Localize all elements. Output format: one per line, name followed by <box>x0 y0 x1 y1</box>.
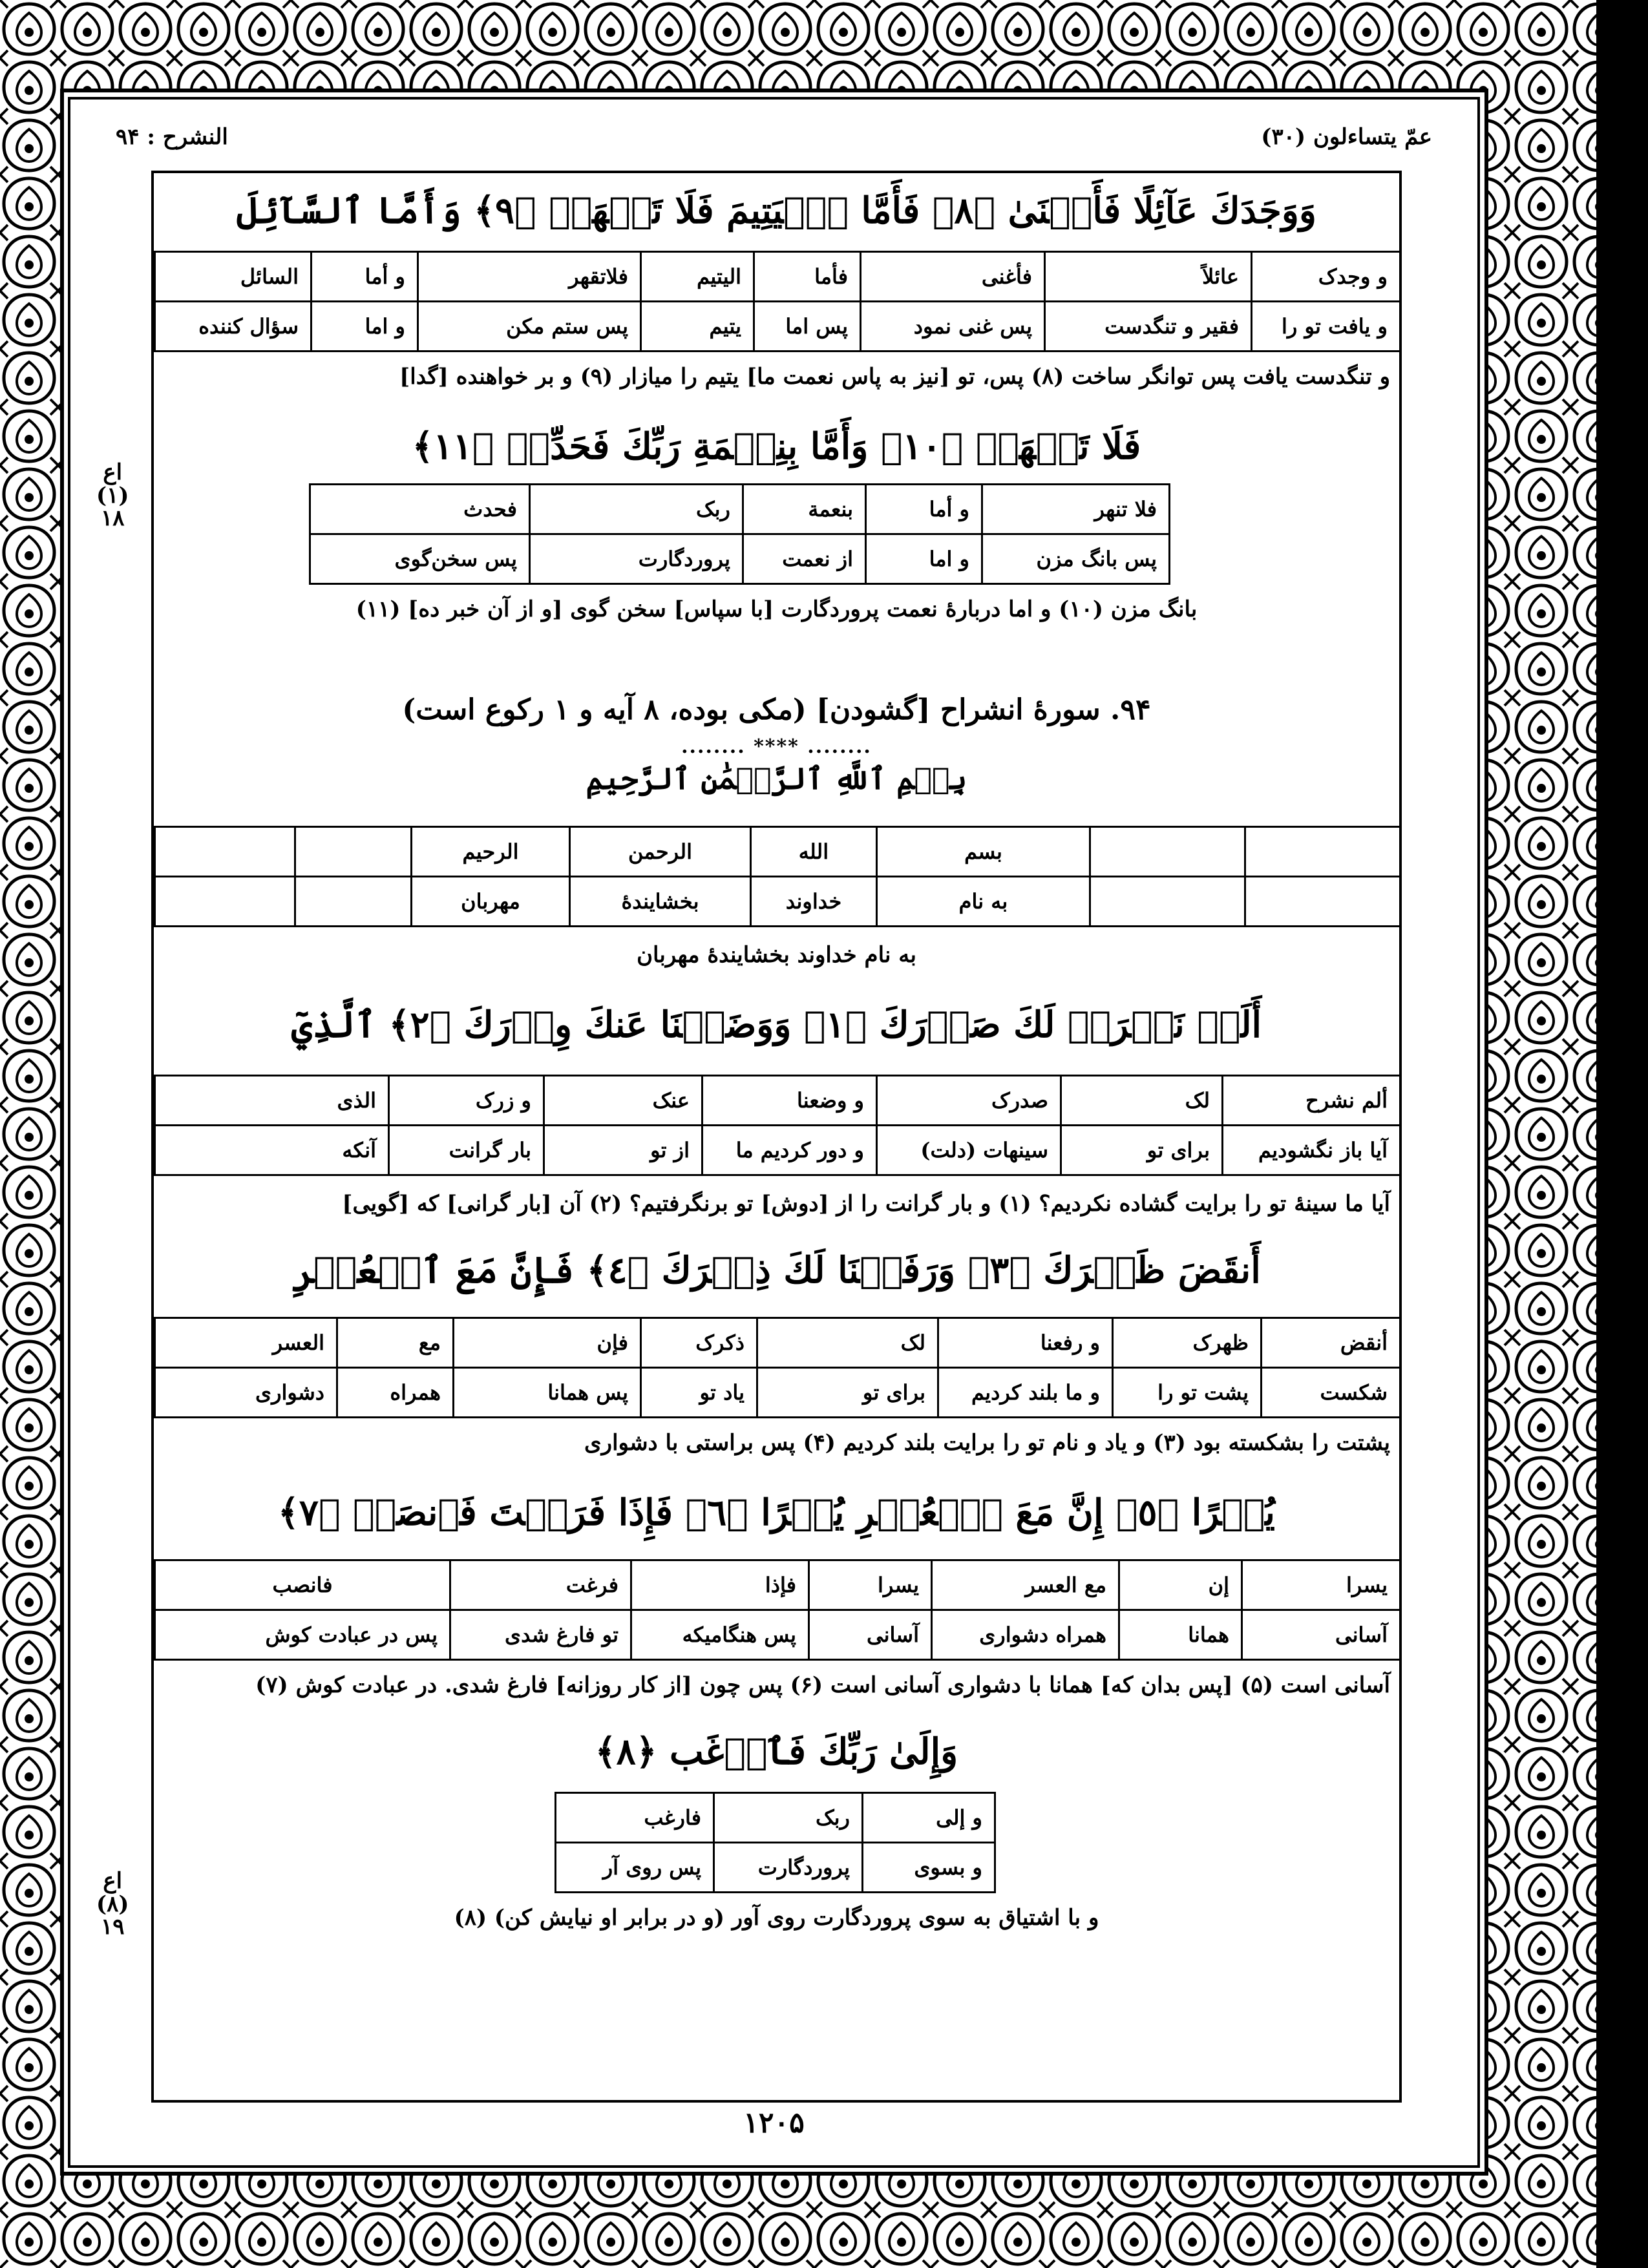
table-cell: العسر <box>155 1318 337 1368</box>
table-cell: از نعمت <box>743 534 866 584</box>
table-cell: فإن <box>454 1318 641 1368</box>
table-row <box>155 1076 1400 1126</box>
table-cell: و یافت تو را <box>1252 302 1400 352</box>
table-cell: برای تو <box>757 1368 938 1418</box>
table-row <box>155 1126 1400 1175</box>
table-cell: به نام <box>877 877 1090 927</box>
table-cell: بار گرانت <box>389 1126 544 1175</box>
ruku-mark-count: ۱۸ <box>100 505 125 532</box>
word-table <box>154 1317 1401 1418</box>
table-cell: پس هنگامیکه <box>631 1610 809 1660</box>
ayah-line: وَإِلَىٰ رَبِّكَ فَٱرۡغَب ﴿٨﴾ <box>595 1730 958 1773</box>
table-row <box>155 1560 1400 1610</box>
table-cell: خداوند <box>751 877 877 927</box>
table-cell: و رفعنا <box>938 1318 1113 1368</box>
table-cell: فانصب <box>155 1560 450 1610</box>
sura-header: النشرح : ۹۴ <box>116 124 228 150</box>
table-cell: الرحمن <box>570 827 751 877</box>
sura-title: ۹۴. سورهٔ انشراح [گشودن] (مکی بوده، ۸ آیه و ۱ رکوع است) <box>402 693 1151 726</box>
content-box <box>151 171 1402 2103</box>
table-row <box>155 302 1400 352</box>
table-cell: فقیر و تنگدست <box>1045 302 1252 352</box>
table-cell: ربک <box>714 1793 863 1843</box>
table-row <box>310 485 1170 534</box>
page-panel <box>68 97 1480 2168</box>
table-cell: الرحیم <box>412 827 570 877</box>
ayah-line: وَوَجَدَكَ عَآئِلًا فَأَغۡنَىٰ ﴿٨﴾ فَأَمَّا ٱلۡيَتِيمَ فَلَا تَقۡهَرۡ ﴿٩﴾ وَأَمَّا ٱلسَّآئِلَ <box>237 189 1316 232</box>
translation-line: آیا ما سینهٔ تو را برایت گشاده نکردیم؟ (۱) و بار گرانت را از [دوش] تو برنگرفتیم؟ (۲) آن [بار گرانی] که [گویی] <box>342 1191 1390 1217</box>
ruku-mark-1 <box>96 461 129 530</box>
word-table <box>309 483 1170 585</box>
table-cell <box>295 827 412 877</box>
table-cell: و بسوی <box>863 1843 995 1893</box>
table-cell <box>155 877 295 927</box>
table-cell: أنقض <box>1262 1318 1400 1368</box>
table-cell: یتیم <box>641 302 754 352</box>
table-cell: و اما <box>866 534 982 584</box>
table-row <box>155 1610 1400 1660</box>
table-cell: الذی <box>155 1076 389 1126</box>
table-row <box>155 1318 1400 1368</box>
ruku-mark-2 <box>96 1870 129 1939</box>
ruku-mark-number: (۱) <box>96 482 129 509</box>
table-cell: و وضعنا <box>703 1076 877 1126</box>
table-cell: و وجدک <box>1252 252 1400 302</box>
table-cell: ألم نشرح <box>1223 1076 1400 1126</box>
table-cell: و إلی <box>863 1793 995 1843</box>
ayah-line: أَلَمۡ نَشۡرَحۡ لَكَ صَدۡرَكَ ﴿١﴾ وَوَضَعۡنَا عَنكَ وِزۡرَكَ ﴿٢﴾ ٱلَّذِيٓ <box>291 1003 1262 1046</box>
word-table <box>154 1075 1401 1176</box>
table-cell: مع <box>337 1318 454 1368</box>
separator-stars: ........ **** ........ <box>681 735 872 758</box>
table-row <box>310 534 1170 584</box>
translation-line: آسانی است (۵) [پس بدان که] همانا با دشواری آسانی است (۶) پس چون [از کار روزانه] فارغ شدی. در عبادت کوش (۷) <box>255 1672 1390 1698</box>
table-cell: سؤال کننده <box>155 302 312 352</box>
table-cell <box>1090 877 1245 927</box>
table-cell: لک <box>757 1318 938 1368</box>
table-cell: عنک <box>544 1076 703 1126</box>
table-row <box>155 252 1400 302</box>
translation-line: پشتت را بشکسته بود (۳) و یاد و نام تو را برایت بلند کردیم (۴) پس براستی با دشواری <box>584 1430 1390 1456</box>
table-cell: برای تو <box>1061 1126 1223 1175</box>
ruku-mark-number: (۸) <box>96 1891 129 1917</box>
table-cell: فارغب <box>556 1793 714 1843</box>
table-cell: و زرک <box>389 1076 544 1126</box>
translation-line: و تنگدست یافت پس توانگر ساخت (۸) پس، تو [نیز به پاس نعمت ما] یتیم را میازار (۹) و بر خواهنده [گدا] <box>399 364 1390 390</box>
table-cell: همراه دشواری <box>932 1610 1119 1660</box>
table-cell: ظهرک <box>1113 1318 1262 1368</box>
table-row <box>155 1368 1400 1418</box>
table-cell: مهربان <box>412 877 570 927</box>
table-cell: السائل <box>155 252 312 302</box>
table-cell: فحدث <box>310 485 530 534</box>
table-cell: بنعمة <box>743 485 866 534</box>
table-cell: آنکه <box>155 1126 389 1175</box>
table-cell: از تو <box>544 1126 703 1175</box>
table-cell: ذکرک <box>641 1318 757 1368</box>
table-cell: پس ستم مکن <box>418 302 641 352</box>
table-cell <box>1245 877 1400 927</box>
table-cell: سینهات (دلت) <box>877 1126 1061 1175</box>
table-cell: دشواری <box>155 1368 337 1418</box>
table-cell: پس غنی نمود <box>861 302 1045 352</box>
basmala: بِسۡمِ ٱللَّهِ ٱلرَّحۡمَٰنِ ٱلرَّحِيمِ <box>586 761 967 796</box>
table-cell: پس بانگ مزن <box>982 534 1170 584</box>
ayah-line: أَنقَضَ ظَهۡرَكَ ﴿٣﴾ وَرَفَعۡنَا لَكَ ذِكۡرَكَ ﴿٤﴾ فَإِنَّ مَعَ ٱلۡعُسۡرِ <box>292 1249 1261 1292</box>
table-cell: فرغت <box>450 1560 631 1610</box>
page-number: ۱۲۰۵ <box>743 2106 805 2139</box>
table-cell: فلاتقهر <box>418 252 641 302</box>
table-cell: پس روی آر <box>556 1843 714 1893</box>
table-cell: فأغنی <box>861 252 1045 302</box>
table-cell: یسرا <box>809 1560 932 1610</box>
table-cell: پروردگارت <box>530 534 743 584</box>
ruku-mark-count: ۱۹ <box>100 1914 125 1940</box>
table-cell: پس سخن‌گوی <box>310 534 530 584</box>
word-table <box>154 826 1401 927</box>
table-cell: و ما بلند کردیم <box>938 1368 1113 1418</box>
ayah-line: يُسۡرًا ﴿٥﴾ إِنَّ مَعَ ٱلۡعُسۡرِ يُسۡرًا ﴿٦﴾ فَإِذَا فَرَغۡتَ فَٱنصَبۡ ﴿٧﴾ <box>278 1491 1275 1534</box>
table-cell: آسانی <box>1242 1610 1400 1660</box>
juz-header: عمّ یتساءلون (۳۰) <box>1261 124 1432 150</box>
table-row <box>556 1843 995 1893</box>
table-cell: همانا <box>1119 1610 1242 1660</box>
translation-line: بانگ مزن (۱۰) و اما دربارهٔ نعمت پروردگارت [با سپاس] سخن گوی [و از آن خبر ده] (۱۱) <box>355 596 1198 622</box>
table-cell: آسانی <box>809 1610 932 1660</box>
table-cell: شکست <box>1262 1368 1400 1418</box>
ruku-mark-label: اع <box>103 1868 123 1894</box>
table-cell: بخشایندهٔ <box>570 877 751 927</box>
table-cell: و أما <box>866 485 982 534</box>
table-cell: و اما <box>312 302 418 352</box>
word-table <box>154 251 1401 352</box>
table-row <box>155 827 1400 877</box>
table-cell: ربک <box>530 485 743 534</box>
table-row <box>155 877 1400 927</box>
table-cell <box>155 827 295 877</box>
table-cell <box>1245 827 1400 877</box>
table-cell: پروردگارت <box>714 1843 863 1893</box>
table-cell: پس در عبادت کوش <box>155 1610 450 1660</box>
table-cell: فلا تنهر <box>982 485 1170 534</box>
table-cell: پشت تو را <box>1113 1368 1262 1418</box>
table-cell: پس همانا <box>454 1368 641 1418</box>
table-cell: فإذا <box>631 1560 809 1610</box>
table-cell: مع العسر <box>932 1560 1119 1610</box>
table-row <box>556 1793 995 1843</box>
table-cell: تو فارغ شدی <box>450 1610 631 1660</box>
word-table <box>555 1792 996 1893</box>
table-cell: یسرا <box>1242 1560 1400 1610</box>
word-table <box>154 1559 1401 1661</box>
table-cell: عائلاً <box>1045 252 1252 302</box>
table-cell: فأما <box>754 252 861 302</box>
table-cell: الله <box>751 827 877 877</box>
translation-line: و با اشتیاق به سوی پروردگارت روی آور (و در برابر او نیایش کن) (۸) <box>454 1905 1099 1931</box>
table-cell: الیتیم <box>641 252 754 302</box>
table-cell: بسم <box>877 827 1090 877</box>
translation-line: به نام خداوند بخشایندهٔ مهربان <box>637 942 916 968</box>
ayah-line: فَلَا تَنۡهَرۡ ﴿١٠﴾ وَأَمَّا بِنِعۡمَةِ رَبِّكَ فَحَدِّثۡ ﴿١١﴾ <box>412 425 1141 468</box>
table-cell: إن <box>1119 1560 1242 1610</box>
table-cell: یاد تو <box>641 1368 757 1418</box>
table-cell: پس اما <box>754 302 861 352</box>
table-cell: لک <box>1061 1076 1223 1126</box>
table-cell: همراه <box>337 1368 454 1418</box>
ruku-mark-label: اع <box>103 459 123 485</box>
table-cell <box>295 877 412 927</box>
table-cell: و أما <box>312 252 418 302</box>
table-cell: و دور کردیم ما <box>703 1126 877 1175</box>
table-cell: آیا باز نگشودیم <box>1223 1126 1400 1175</box>
table-cell <box>1090 827 1245 877</box>
table-cell: صدرک <box>877 1076 1061 1126</box>
